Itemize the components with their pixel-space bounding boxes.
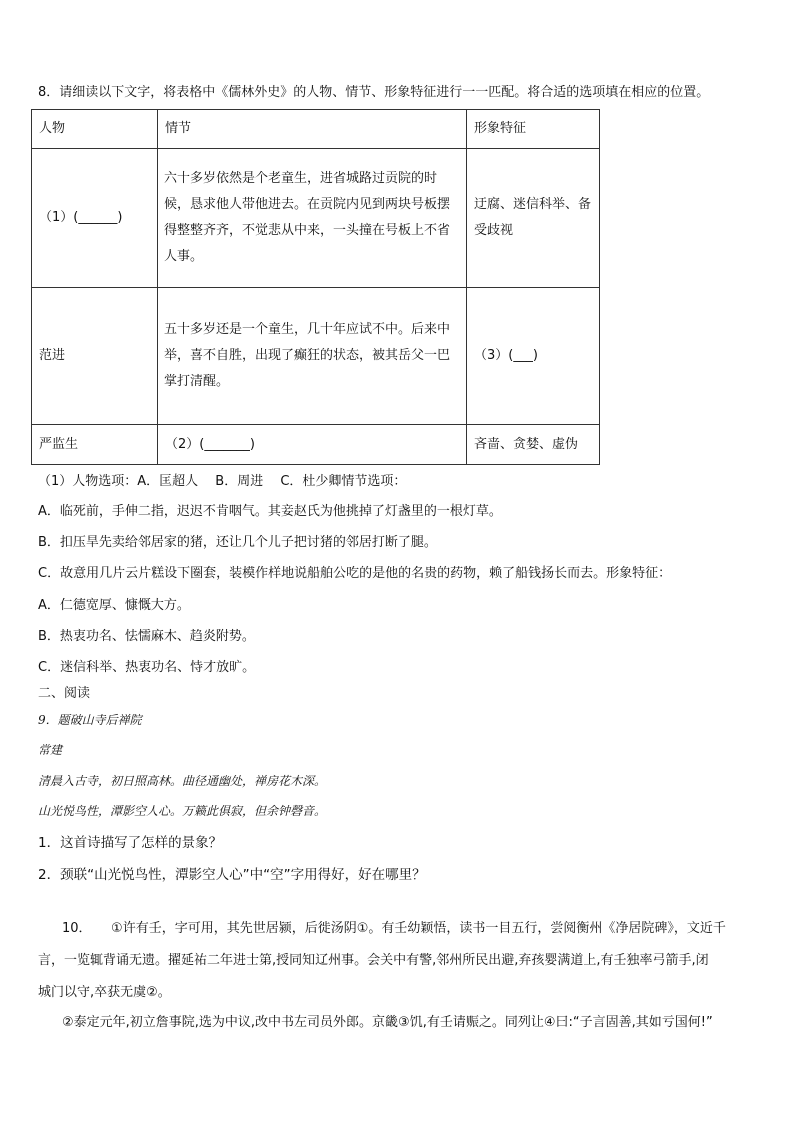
section-heading: 二、阅读	[38, 686, 91, 701]
table-row	[32, 425, 600, 465]
q10-line-1: 10． ①许有壬，字可用，其先世居颍，后徙汤阴①。有壬幼颖悟，读书一目五行，尝阅衡州《净居院碑》，文近千	[62, 921, 726, 936]
cell-person-3: 严监生	[32, 425, 158, 465]
header-person: 人物	[32, 110, 158, 149]
cell-trait-3: 吝啬、贪婪、虚伪	[467, 425, 600, 465]
cell-plot-3[interactable]: （2）(_______)	[158, 425, 467, 465]
q9-question-1: 1．这首诗描写了怎样的景象？	[38, 835, 223, 851]
plot-option-c: C．故意用几片云片糕设下圈套，装模作样地说船舶公吃的是他的名贵的药物，赖了船钱扬长而去。形象特征：	[38, 566, 672, 581]
trait-option-b: B．热衷功名、怯懦麻木、趋炎附势。	[38, 629, 255, 644]
table-row	[32, 149, 600, 288]
table-header-row	[32, 110, 600, 149]
cell-person-1[interactable]: （1）(______)	[32, 149, 158, 288]
cell-plot-1: 六十多岁依然是个老童生，进省城路过贡院的时候，恳求他人带他进去。在贡院内见到两块号板摆得整整齐齐，不觉悲从中来，一头撞在号板上不省人事。	[158, 149, 467, 288]
table-row	[32, 288, 600, 425]
q8-intro: 8．请细读以下文字，将表格中《儒林外史》的人物、情节、形象特征进行一一匹配。将合适的选项填在相应的位置。	[38, 85, 710, 100]
poem-line-1: 清晨入古寺，初日照高林。曲径通幽处，禅房花木深。	[38, 774, 327, 788]
poem-line-2: 山光悦鸟性，潭影空人心。万籁此俱寂，但余钟磬音。	[38, 804, 327, 818]
plot-option-b: B．扣压旱先卖给邻居家的猪，还让几个儿子把讨猪的邻居打断了腿。	[38, 535, 437, 550]
cell-person-2: 范进	[32, 288, 158, 425]
q9-question-2: 2．颈联“山光悦鸟性，潭影空人心”中“空”字用得好，好在哪里？	[38, 867, 426, 883]
q10-line-4: ②泰定元年,初立詹事院,选为中议,改中书左司员外郎。京畿③饥,有壬请赈之。同列让④曰:“子言固善,其如亏国何!”	[62, 1015, 713, 1030]
rulin-matching-table	[31, 109, 600, 465]
q10-line-2: 言，一览辄背诵无遗。擢延祐二年进士第,授同知辽州事。会关中有警,邻州所民出避,弃孩婴满道上,有壬独率弓箭手,闭	[38, 953, 709, 968]
trait-option-c: C．迷信科举、热衷功名、恃才放旷。	[38, 660, 256, 675]
plot-option-a: A．临死前，手伸二指，迟迟不肯咽气。其妾赵氏为他挑掉了灯盏里的一根灯草。	[38, 504, 502, 519]
poem-author: 常建	[38, 743, 63, 757]
options-line: （1）人物选项：A．匡超人 B．周进 C．杜少卿情节选项：	[38, 474, 407, 489]
poem-title: 9．题破山寺后禅院	[38, 713, 142, 727]
cell-plot-2: 五十多岁还是一个童生，几十年应试不中。后来中举，喜不自胜，出现了癫狂的状态，被其岳父一巴掌打清醒。	[158, 288, 467, 425]
trait-option-a: A．仁德宽厚、慷慨大方。	[38, 598, 190, 613]
header-trait: 形象特征	[467, 110, 600, 149]
cell-trait-2[interactable]: （3）(___)	[467, 288, 600, 425]
header-plot: 情节	[158, 110, 467, 149]
cell-trait-1: 迂腐、迷信科举、备受歧视	[467, 149, 600, 288]
q10-line-3: 城门以守,卒获无虞②。	[38, 985, 171, 1000]
